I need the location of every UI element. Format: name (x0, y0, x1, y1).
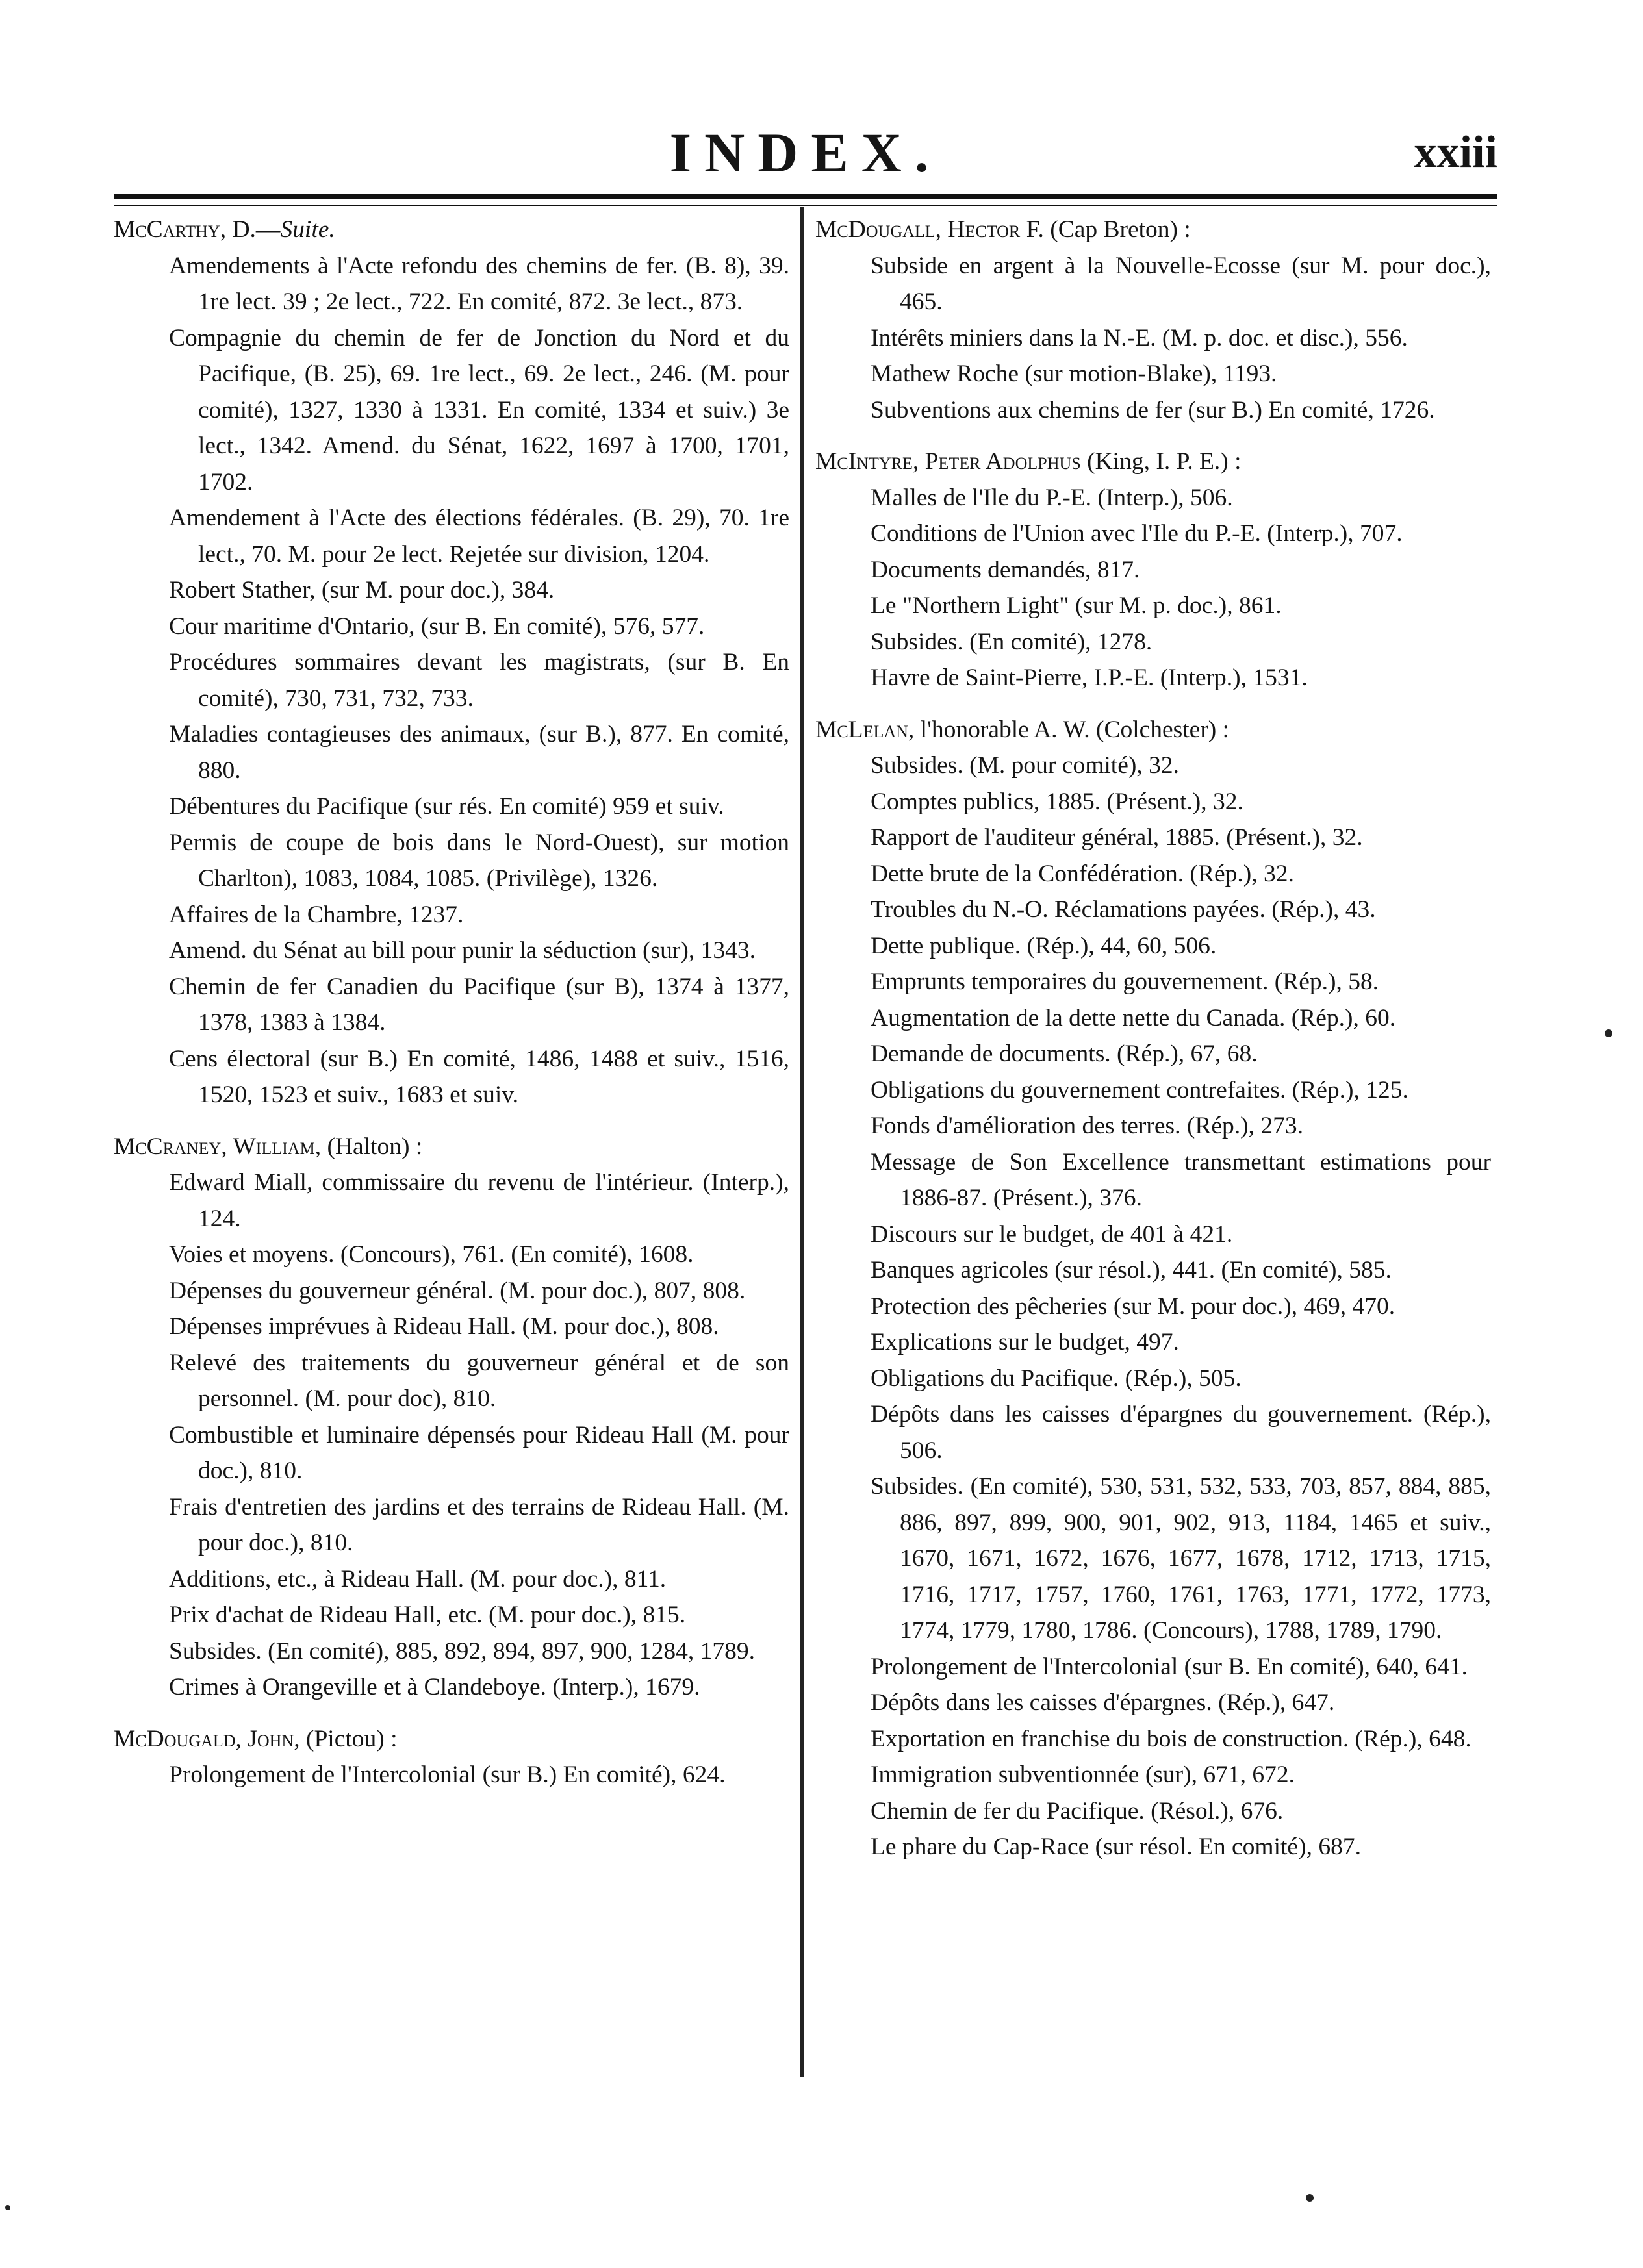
index-subentry: Amendements à l'Acte refondu des chemins de fer. (B. 8), 39. 1re lect. 39 ; 2e lect., 722. En comité, 872. 3e lect., 873. (169, 252, 789, 315)
index-subentry: Demande de documents. (Rép.), 67, 68. (871, 1040, 1258, 1067)
entry-name: McCarthy, D. (114, 216, 256, 243)
ink-speck (5, 2205, 10, 2210)
index-subentry: Discours sur le budget, de 401 à 421. (871, 1220, 1233, 1248)
index-subentry: Immigration subventionnée (sur), 671, 672. (871, 1761, 1295, 1788)
index-subentry: Affaires de la Chambre, 1237. (169, 901, 464, 928)
entry-qualifier: (Pictou) : (299, 1725, 398, 1752)
index-subentry: Dépenses imprévues à Rideau Hall. (M. pour doc.), 808. (169, 1313, 719, 1340)
index-subentry: Edward Miall, commissaire du revenu de l'intérieur. (Interp.), 124. (169, 1169, 789, 1232)
index-entry (815, 212, 1491, 428)
index-subentry: Subsides. (En comité), 1278. (871, 628, 1153, 655)
entry-heading (114, 212, 789, 248)
index-subentry: Amendement à l'Acte des élections fédérales. (B. 29), 70. 1re lect., 70. M. pour 2e lect. Rejetée sur division, 1204. (169, 505, 789, 568)
right-column (815, 212, 1491, 1881)
index-subentry: Banques agricoles (sur résol.), 441. (En comité), 585. (871, 1257, 1392, 1283)
column-separator (800, 207, 804, 2077)
index-subentry: Débentures du Pacifique (sur rés. En comité) 959 et suiv. (169, 793, 724, 820)
index-subentry: Prix d'achat de Rideau Hall, etc. (M. pour doc.), 815. (169, 1602, 686, 1628)
index-subentry: Subsides. (M. pour comité), 32. (871, 752, 1179, 779)
index-subentry: Malles de l'Ile du P.-E. (Interp.), 506. (871, 484, 1233, 511)
index-subentry: Additions, etc., à Rideau Hall. (M. pour doc.), 811. (169, 1565, 667, 1593)
index-subentry: Amend. du Sénat au bill pour punir la séduction (sur), 1343. (169, 937, 756, 964)
index-subentry: Subsides. (En comité), 530, 531, 532, 533, 703, 857, 884, 885, 886, 897, 899, 900, 901, 902, 913, 1184, 1465 et suiv., 1670, 1671, 1672, 1676, 1677, 1678, 1712, 1713, 1715, 1716, 1717, 1757, 1760, 1761, 1763, 1771, 1772, 1773, 1774, 1779, 1780, 1786. (Concours), 1788, 1789, 1790. (871, 1473, 1491, 1644)
index-subentry: Permis de coupe de bois dans le Nord-Ouest), sur motion Charlton), 1083, 1084, 1085. (Privilège), 1326. (169, 829, 789, 892)
index-subentry: Prolongement de l'Intercolonial (sur B.) En comité), 624. (169, 1761, 726, 1788)
header-rule-thick (114, 194, 1497, 199)
index-entry (815, 712, 1491, 1865)
index-subentry: Dépenses du gouverneur général. (M. pour doc.), 807, 808. (169, 1277, 746, 1304)
index-subentry: Le phare du Cap-Race (sur résol. En comité), 687. (871, 1833, 1361, 1860)
index-subentry: Subsides. (En comité), 885, 892, 894, 897, 900, 1284, 1789. (169, 1637, 756, 1665)
index-subentry: Dette publique. (Rép.), 44, 60, 506. (871, 932, 1217, 959)
page-header (114, 117, 1497, 188)
entry-heading (815, 212, 1491, 248)
index-subentry: Robert Stather, (sur M. pour doc.), 384. (169, 577, 555, 603)
index-subentry: Dépôts dans les caisses d'épargnes du gouvernement. (Rép.), 506. (871, 1401, 1491, 1464)
index-subentry: Chemin de fer du Pacifique. (Résol.), 676. (871, 1797, 1284, 1824)
page-title: INDEX. (669, 121, 942, 184)
index-subentry: Maladies contagieuses des animaux, (sur B.), 877. En comité, 880. (169, 721, 789, 784)
index-subentry: Fonds d'amélioration des terres. (Rép.), 273. (871, 1113, 1303, 1139)
index-subentry: Chemin de fer Canadien du Pacifique (sur B), 1374 à 1377, 1378, 1383 à 1384. (169, 973, 789, 1036)
index-subentry: Rapport de l'auditeur général, 1885. (Présent.), 32. (871, 824, 1363, 851)
index-subentry: Subventions aux chemins de fer (sur B.) En comité, 1726. (871, 396, 1435, 423)
index-subentry: Obligations du gouvernement contrefaites. (Rép.), 125. (871, 1076, 1408, 1103)
entry-continuation: Suite. (280, 216, 335, 243)
index-subentry: Dépôts dans les caisses d'épargnes. (Rép.), 647. (871, 1689, 1335, 1716)
left-column (114, 212, 789, 1809)
index-subentry: Le "Northern Light" (sur M. p. doc.), 861. (871, 592, 1282, 619)
index-subentry: Augmentation de la dette nette du Canada. (Rép.), 60. (871, 1004, 1396, 1031)
index-subentry: Cour maritime d'Ontario, (sur B. En comité), 576, 577. (169, 612, 705, 640)
index-subentry: Havre de Saint-Pierre, I.P.-E. (Interp.), 1531. (871, 664, 1308, 691)
index-subentry: Conditions de l'Union avec l'Ile du P.-E. (Interp.), 707. (871, 520, 1403, 547)
ink-speck (1605, 1029, 1612, 1037)
header-rule-thin (114, 205, 1497, 206)
entry-name: McIntyre, Peter Adolphus (815, 448, 1081, 475)
index-subentry: Message de Son Excellence transmettant estimations pour 1886-87. (Présent.), 376. (871, 1148, 1491, 1211)
index-subentry: Intérêts miniers dans la N.-E. (M. p. doc. et disc.), 556. (871, 324, 1408, 351)
ink-speck (1306, 2194, 1314, 2202)
index-entry (114, 1129, 789, 1706)
entry-qualifier: (Cap Breton) : (1043, 216, 1191, 243)
index-subentry: Voies et moyens. (Concours), 761. (En comité), 1608. (169, 1241, 694, 1268)
index-subentry: Emprunts temporaires du gouvernement. (Rép.), 58. (871, 968, 1379, 995)
entry-name: McCraney, William, (114, 1133, 322, 1160)
index-subentry: Explications sur le budget, 497. (871, 1329, 1179, 1355)
index-entry (815, 444, 1491, 696)
entry-qualifier: (Halton) : (321, 1133, 423, 1160)
entry-name: McDougall, Hector F. (815, 216, 1044, 243)
index-subentry: Frais d'entretien des jardins et des terrains de Rideau Hall. (M. pour doc.), 810. (169, 1493, 789, 1556)
index-entry (114, 1721, 789, 1793)
index-subentry: Combustible et luminaire dépensés pour Rideau Hall (M. pour doc.), 810. (169, 1421, 789, 1484)
index-subentry: Obligations du Pacifique. (Rép.), 505. (871, 1365, 1242, 1392)
entry-qualifier: — (255, 216, 281, 243)
entry-heading (815, 712, 1491, 748)
index-subentry: Protection des pêcheries (sur M. pour doc.), 469, 470. (871, 1292, 1395, 1320)
index-subentry: Crimes à Orangeville et à Clandeboye. (Interp.), 1679. (169, 1674, 700, 1700)
index-subentry: Cens électoral (sur B.) En comité, 1486, 1488 et suiv., 1516, 1520, 1523 et suiv., 1683 et suiv. (169, 1045, 789, 1108)
page-number: xxiii (1414, 127, 1497, 177)
entry-qualifier: (King, I. P. E.) : (1080, 448, 1242, 475)
entry-qualifier: l'honorable A. W. (Colchester) : (914, 716, 1230, 743)
entry-heading (114, 1721, 789, 1758)
index-subentry: Relevé des traitements du gouverneur général et de son personnel. (M. pour doc), 810. (169, 1349, 789, 1412)
entry-heading (114, 1129, 789, 1165)
entry-name: McLelan, (815, 716, 915, 743)
index-entry (114, 212, 789, 1113)
index-subentry: Dette brute de la Confédération. (Rép.), 32. (871, 860, 1294, 887)
index-subentry: Exportation en franchise du bois de construction. (Rép.), 648. (871, 1725, 1471, 1752)
index-subentry: Prolongement de l'Intercolonial (sur B. En comité), 640, 641. (871, 1653, 1468, 1680)
index-subentry: Documents demandés, 817. (871, 556, 1140, 583)
entry-name: McDougald, John, (114, 1725, 300, 1752)
index-subentry: Comptes publics, 1885. (Présent.), 32. (871, 788, 1243, 815)
index-subentry: Compagnie du chemin de fer de Jonction du Nord et du Pacifique, (B. 25), 69. 1re lect., 69. 2e lect., 246. (M. pour comité), 1327, 1330 à 1331. En comité, 1334 et suiv.) 3e lect., 1342. Amend. du Sénat, 1622, 1697 à 1700, 1701, 1702. (169, 324, 789, 496)
index-subentry: Subside en argent à la Nouvelle-Ecosse (sur M. pour doc.), 465. (871, 252, 1491, 315)
entry-heading (815, 444, 1491, 480)
index-subentry: Troubles du N.-O. Réclamations payées. (Rép.), 43. (871, 896, 1376, 923)
index-subentry: Mathew Roche (sur motion-Blake), 1193. (871, 360, 1277, 387)
index-subentry: Procédures sommaires devant les magistrats, (sur B. En comité), 730, 731, 732, 733. (169, 649, 789, 712)
